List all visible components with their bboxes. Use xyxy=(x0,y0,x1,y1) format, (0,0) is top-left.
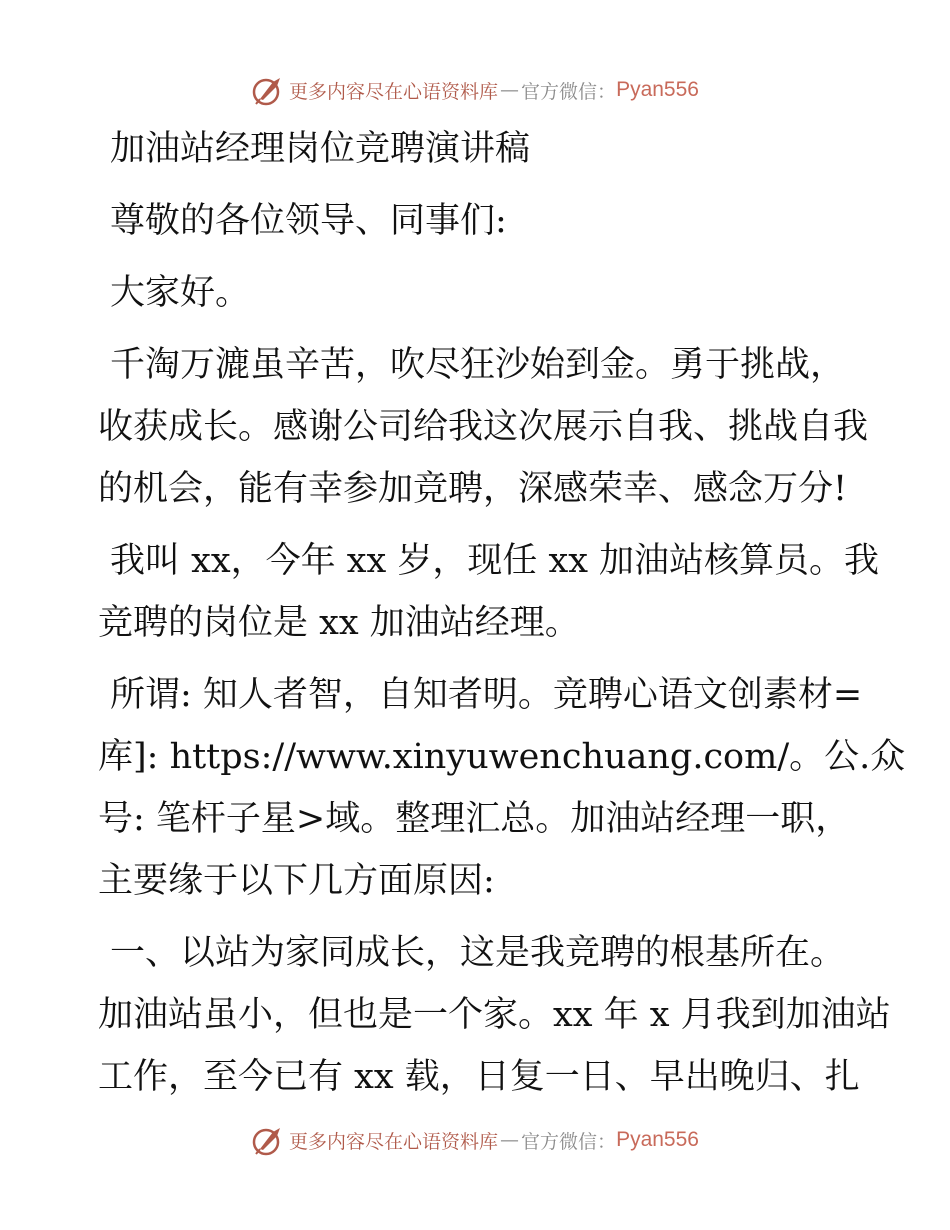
banner-text: 更多内容尽在心语资料库 xyxy=(289,1130,499,1153)
text-line: 大家好。 xyxy=(110,273,251,313)
text-line: 主要缘于以下几方面原因: xyxy=(98,861,495,901)
text-line: 加油站虽小，但也是一个家。xx 年 x 月我到加油站 xyxy=(98,995,891,1035)
text-line: 一、以站为家同成长，这是我竞聘的根基所在。 xyxy=(110,933,846,973)
contact-handle: Pyan556 xyxy=(616,78,699,101)
text-line: 的机会，能有幸参加竞聘，深感荣幸、感念万分! xyxy=(98,469,848,509)
contact-label: 官方微信： xyxy=(521,80,617,103)
banner-text: 更多内容尽在心语资料库 xyxy=(289,80,499,103)
greeting xyxy=(98,262,858,324)
text-line: 千淘万漉虽辛苦，吹尽狂沙始到金。勇于挑战， xyxy=(110,345,846,385)
text-line: 尊敬的各位领导、同事们: xyxy=(110,201,507,241)
paragraph-4 xyxy=(98,922,891,1108)
text-line: 所谓: 知人者智，自知者明。竞聘心语文创素材= xyxy=(110,675,863,715)
text-line: 加油站经理岗位竞聘演讲稿 xyxy=(110,129,531,169)
paragraph-1 xyxy=(98,334,869,520)
paragraph-3 xyxy=(98,664,906,912)
contact-handle: Pyan556 xyxy=(616,1128,699,1151)
salutation xyxy=(98,190,858,252)
feather-pen-icon xyxy=(251,73,285,107)
text-line: 收获成长。感谢公司给我这次展示自我、挑战自我 xyxy=(98,407,869,447)
paragraph-2 xyxy=(98,530,880,654)
banner-separator: — xyxy=(500,79,520,101)
document-body xyxy=(98,118,906,1118)
text-line: 竞聘的岗位是 xx 加油站经理。 xyxy=(98,603,580,643)
banner-separator: — xyxy=(500,1129,520,1151)
doc-title xyxy=(98,118,858,180)
text-line: 号: 笔杆子星>域。整理汇总。加油站经理一职， xyxy=(98,799,851,839)
header-banner xyxy=(0,70,950,110)
contact-label: 官方微信： xyxy=(521,1130,617,1153)
feather-pen-icon xyxy=(251,1123,285,1157)
text-line: 我叫 xx，今年 xx 岁，现任 xx 加油站核算员。我 xyxy=(110,541,880,581)
footer-banner xyxy=(0,1120,950,1160)
text-line: 库]: https://www.xinyuwenchuang.com/。公.众 xyxy=(98,737,906,777)
text-line: 工作，至今已有 xx 载，日复一日、早出晚归、扎 xyxy=(98,1057,860,1097)
